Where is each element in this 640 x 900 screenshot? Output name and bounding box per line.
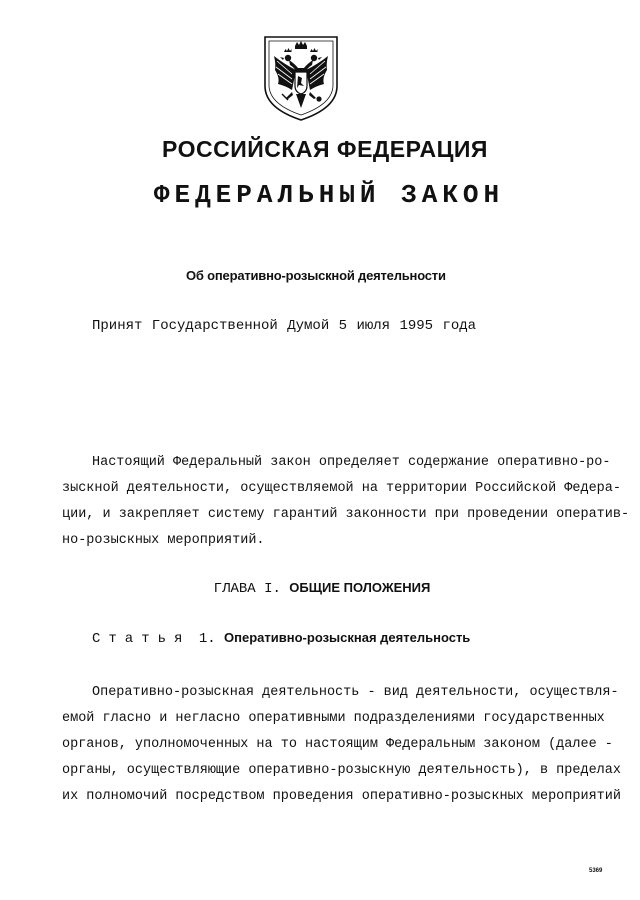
article-body-line: емой гласно и негласно оперативными подразделениями государственных: [62, 711, 605, 726]
document-type: ФЕДЕРАЛЬНЫЙ ЗАКОН: [153, 180, 505, 210]
intro-paragraph: [62, 450, 630, 554]
intro-line: ции, и закрепляет систему гарантий законности при проведении оператив-: [62, 507, 630, 522]
article-label: Статья: [92, 631, 191, 647]
coat-of-arms-icon: [262, 34, 340, 122]
article-body-line: Оперативно-розыскная деятельность - вид деятельности, осуществля-: [92, 685, 619, 700]
page-number: 5369: [589, 868, 603, 874]
chapter-heading: [0, 580, 640, 597]
country-name: РОССИЙСКАЯ ФЕДЕРАЦИЯ: [162, 136, 488, 162]
article-body-line: органов, уполномоченных на то настоящим Федеральным законом (далее -: [62, 737, 613, 752]
article-body-line: их полномочий посредством проведения оперативно-розыскных мероприятий: [62, 789, 621, 804]
adoption-note: Принят Государственной Думой 5 июля 1995 года: [92, 318, 477, 334]
intro-line: Настоящий Федеральный закон определяет содержание оперативно-ро-: [92, 455, 611, 470]
article-heading: [92, 630, 470, 647]
law-title: Об оперативно-розыскной деятельности: [186, 268, 446, 283]
chapter-title: ОБЩИЕ ПОЛОЖЕНИЯ: [289, 580, 431, 595]
article-title: Оперативно-розыскная деятельность: [224, 630, 471, 645]
article-number: 1.: [198, 631, 216, 647]
intro-line: но-розыскных мероприятий.: [62, 533, 265, 548]
chapter-prefix: ГЛАВА I.: [213, 581, 281, 597]
article-body: [62, 680, 621, 810]
intro-line: зыскной деятельности, осуществляемой на территории Российской Федера-: [62, 481, 621, 496]
article-body-line: органы, осуществляющие оперативно-розыскную деятельность), в пределах: [62, 763, 621, 778]
